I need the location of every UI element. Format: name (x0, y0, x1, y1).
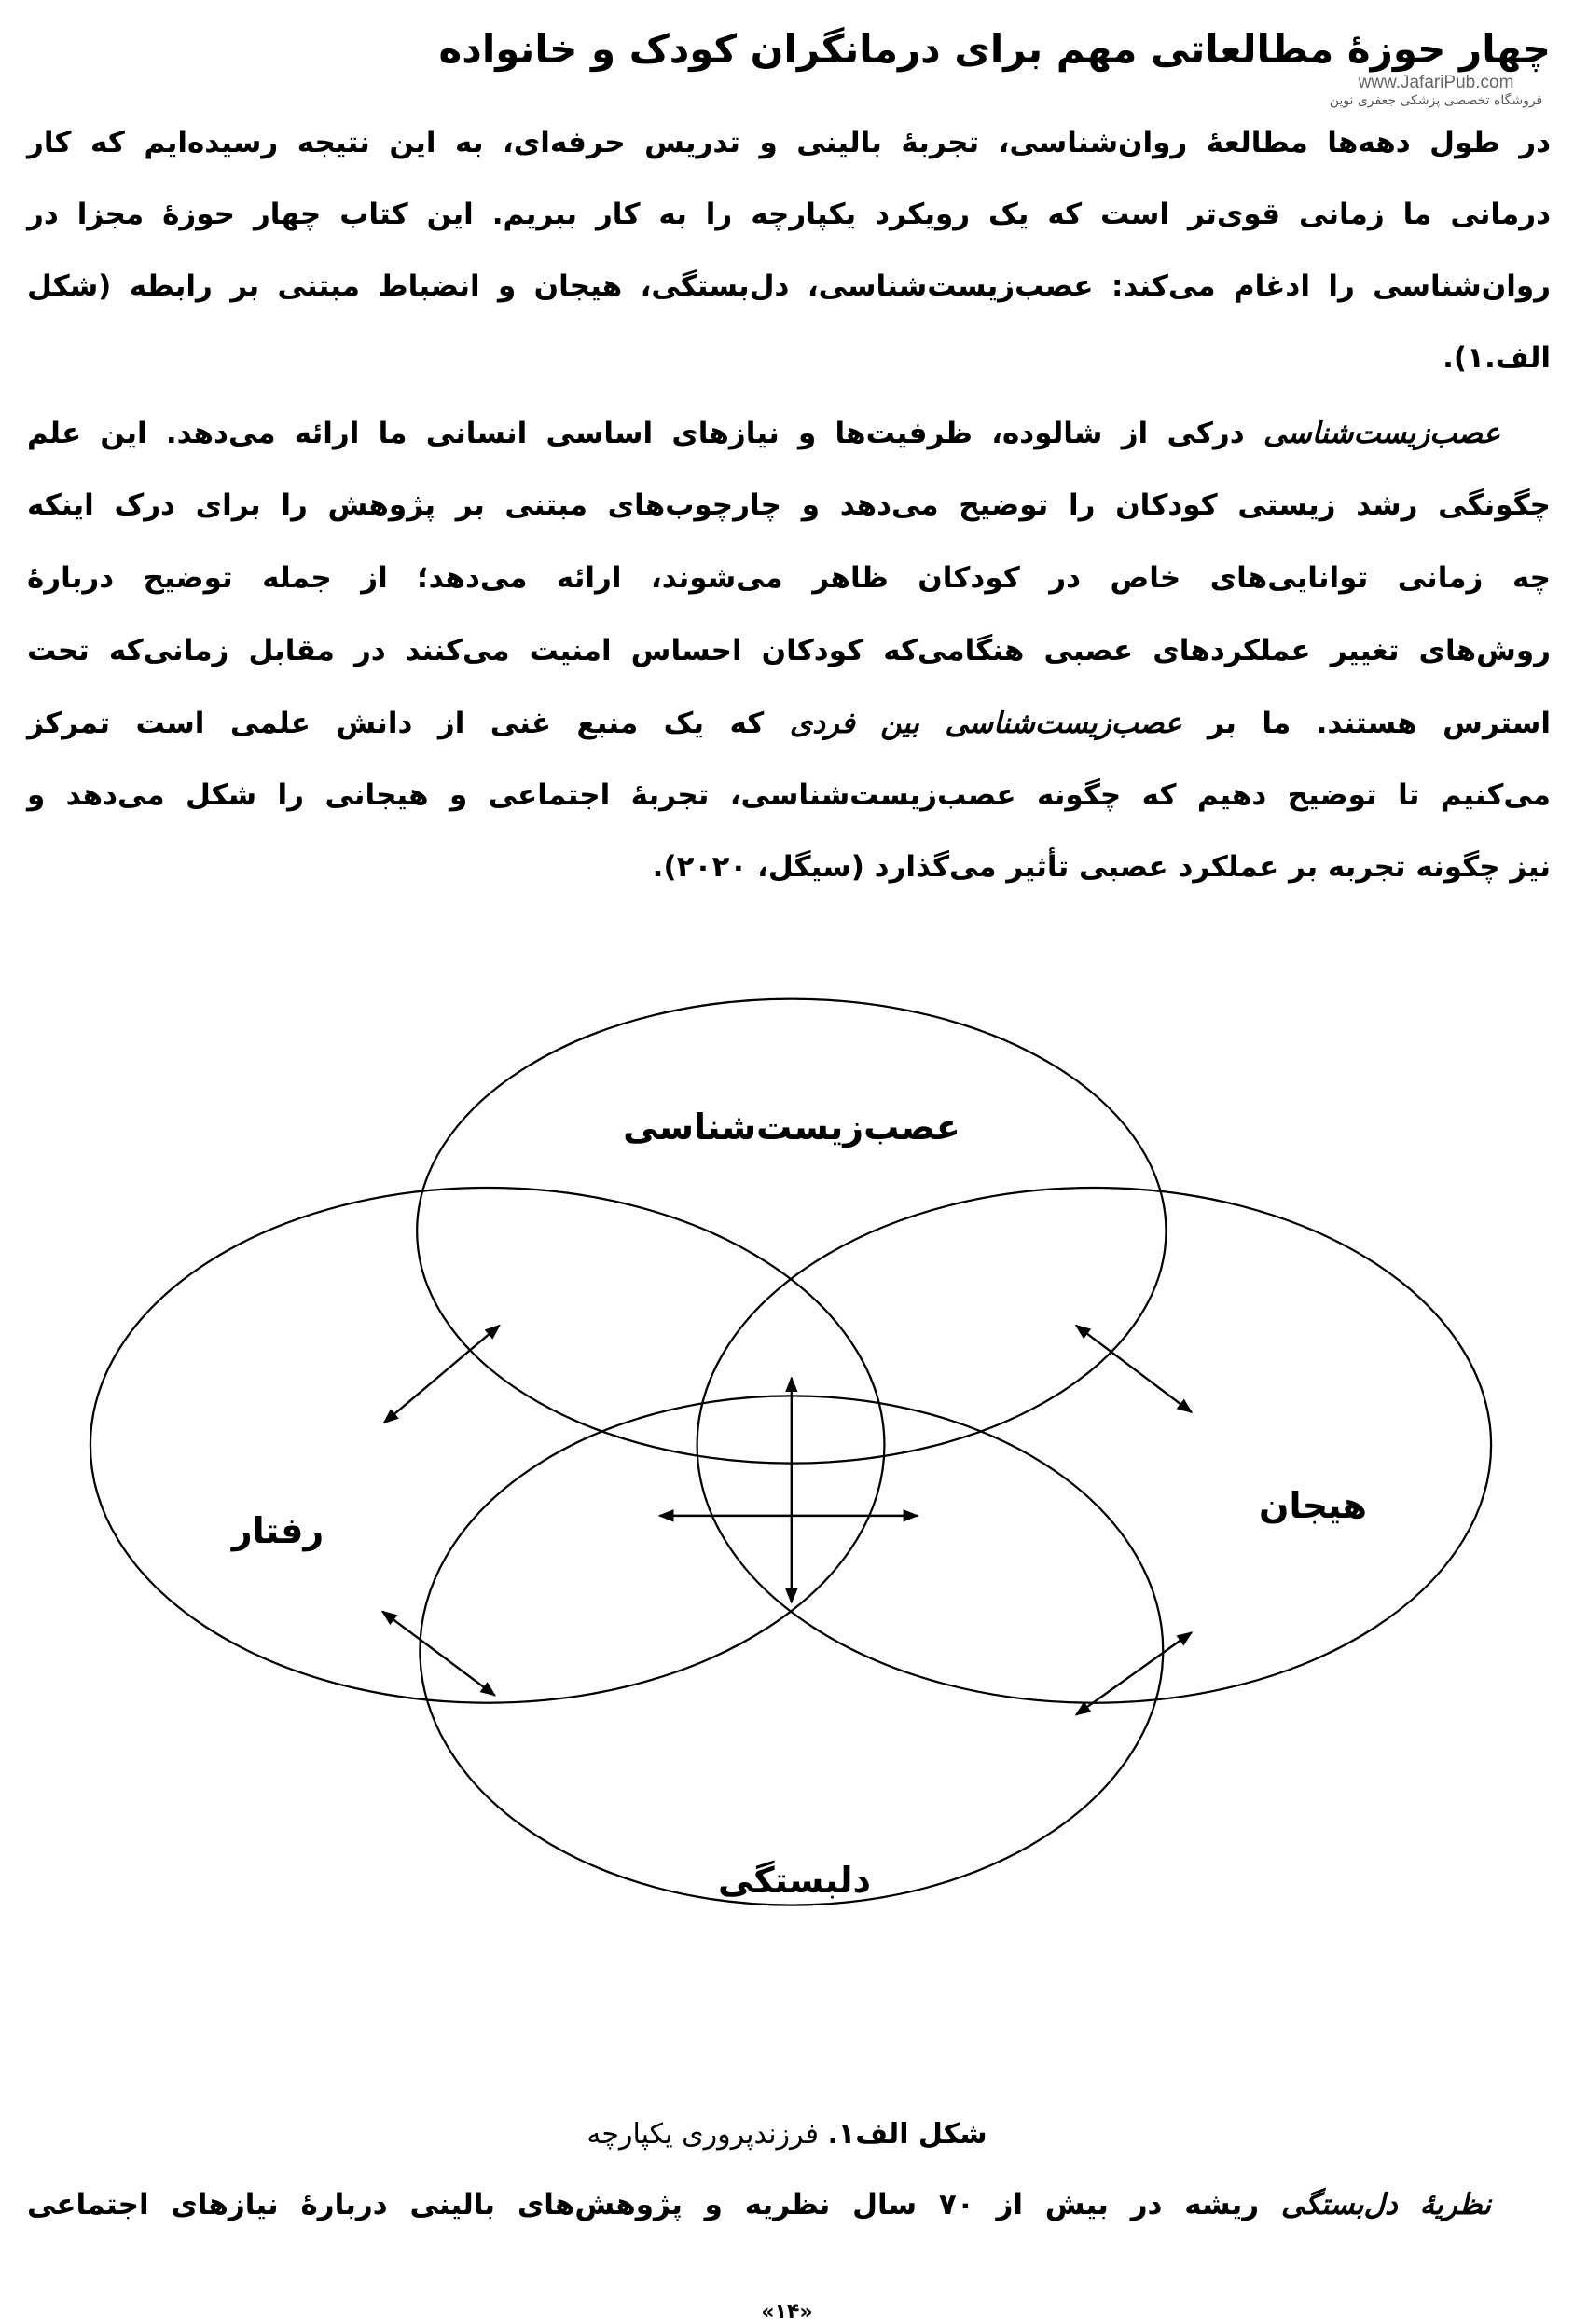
watermark-shop: فروشگاه تخصصی پزشکی جعفری نوین (1329, 93, 1543, 108)
label-attachment: دلبستگی (717, 1860, 872, 1901)
text: استرس هستند. ما بر (1181, 707, 1551, 740)
page-number: «۱۴» (761, 2301, 813, 2324)
watermark-url: www.JafariPub.com (1358, 73, 1514, 92)
italic-term: عصب‌زیست‌شناسی بین فردی (789, 707, 1182, 740)
paragraph-line: روش‌های تغییر عملکردهای عصبی هنگامی‌که کودکان احساس امنیت می‌کنند در مقابل زمانی‌که تحت (27, 634, 1551, 667)
paragraph-line (27, 2188, 1491, 2221)
caption-text: فرزندپروری یکپارچه (587, 2118, 828, 2151)
paragraph-line: چه زمانی توانایی‌های خاص در کودکان ظاهر می‌شوند، ارائه می‌دهد؛ از جمله توضیح دربارهٔ (27, 561, 1551, 595)
label-behavior: رفتار (231, 1510, 324, 1551)
page-title: چهار حوزهٔ مطالعاتی مهم برای درمانگران کودک و خانواده (438, 26, 1551, 72)
paragraph-line: می‌کنیم تا توضیح دهیم که چگونه عصب‌زیست‌شناسی، تجربهٔ اجتماعی و هیجانی را شکل می‌دهد و (27, 778, 1551, 812)
label-emotion: هیجان (1259, 1485, 1367, 1526)
text: درکی از شالوده، ظرفیت‌ها و نیازهای اساسی انسانی ما ارائه می‌دهد. این علم (27, 417, 1263, 450)
arrow-top-left (384, 1326, 500, 1423)
text: ریشه در بیش از ۷۰ سال نظریه و پژوهش‌های بالینی دربارهٔ نیازهای اجتماعی (27, 2188, 1281, 2221)
paragraph-line: چگونگی رشد زیستی کودکان را توضیح می‌دهد و چارچوب‌های مبتنی بر پژوهش را برای درک اینکه (27, 488, 1551, 522)
circle-behavior (90, 1188, 884, 1703)
italic-term: عصب‌زیست‌شناسی (1263, 417, 1500, 450)
caption-label: شکل الف۱. (827, 2118, 987, 2151)
italic-term: نظریهٔ دل‌بستگی (1280, 2188, 1491, 2221)
paragraph-line: روان‌شناسی را ادغام می‌کند: عصب‌زیست‌شناسی، دل‌بستگی، هیجان و انضباط مبتنی بر رابطه (شکل (27, 269, 1551, 303)
circle-emotion (697, 1188, 1491, 1703)
label-neurobiology: عصب‌زیست‌شناسی (623, 1107, 960, 1148)
figure-caption (0, 2118, 1574, 2151)
paragraph-line: در طول دهه‌ها مطالعهٔ روان‌شناسی، تجربهٔ بالینی و تدریس حرفه‌ای، به این نتیجه رسیده‌ایم که کار (27, 126, 1551, 159)
paragraph-line: درمانی ما زمانی قوی‌تر است که یک رویکرد یکپارچه را به کار ببریم. این کتاب چهار حوزهٔ مجزا در (27, 198, 1551, 231)
paragraph-line: الف.۱). (1443, 341, 1551, 375)
text: که یک منبع غنی از دانش علمی است تمرکز (27, 707, 790, 740)
paragraph-line: نیز چگونه تجربه بر عملکرد عصبی تأثیر می‌گذارد (سیگل، ۲۰۲۰). (652, 850, 1551, 884)
arrow-bottom-left (382, 1612, 494, 1696)
